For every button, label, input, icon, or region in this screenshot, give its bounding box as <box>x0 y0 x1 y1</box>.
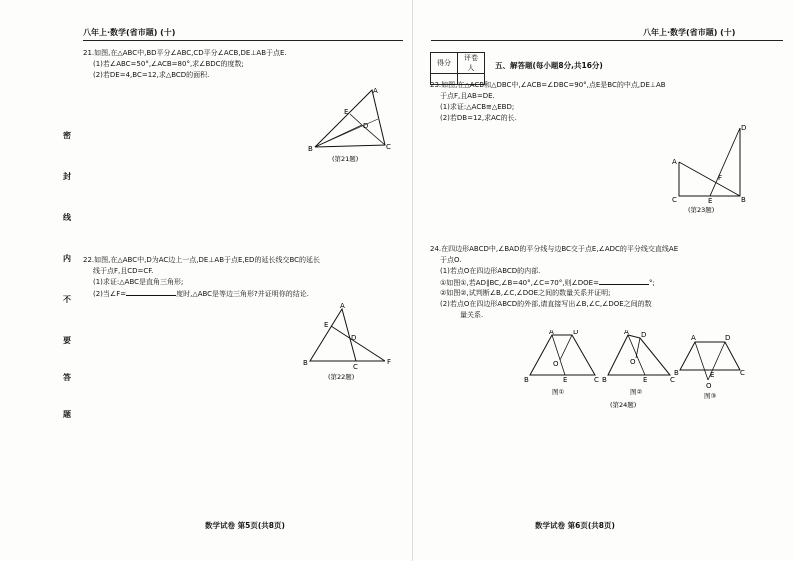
q24-figures <box>520 330 760 410</box>
binding-char: 要 <box>63 336 71 345</box>
q24-fig2-label-o: O <box>630 358 636 366</box>
q22-label-d: D <box>351 334 357 342</box>
q24-fig2-caption: 图② <box>630 388 643 396</box>
q22-label-e: E <box>324 321 329 329</box>
q24-fig1-label-e: E <box>563 376 568 384</box>
score-label: 得分 <box>431 53 458 74</box>
q22-part2 <box>83 288 320 299</box>
q22-stem-cont: 线于点F,且CD=CF. <box>93 267 154 275</box>
q24-fig3-label-d: D <box>725 334 731 342</box>
binding-char: 线 <box>63 213 71 222</box>
question-21 <box>83 48 287 81</box>
q23-label-a: A <box>672 158 677 166</box>
q23-label-d: D <box>741 124 747 132</box>
q22-part1: (1)求证:△ABC是直角三角形; <box>93 278 184 286</box>
q21-part2: (2)若DE=4,BC=12,求△BCD的面积. <box>93 71 210 79</box>
q21-caption: (第21题) <box>332 155 359 163</box>
q22-label-f: F <box>387 358 392 366</box>
q22-part2-suffix: 度时,△ABC是等边三角形?并证明你的结论. <box>176 290 309 298</box>
q24-part1: (1)若点O在四边形ABCD的内部. <box>440 267 541 275</box>
q22-label-a: A <box>340 303 345 310</box>
q22-answer-blank <box>126 288 176 296</box>
q23-part2: (2)若DB=12,求AC的长. <box>440 114 517 122</box>
q23-caption: (第23题) <box>688 206 715 214</box>
left-header-rule <box>83 40 403 41</box>
q24-figure-3 <box>674 334 745 400</box>
left-footer: 数学试卷 第5页(共8页) <box>205 521 285 530</box>
q21-label-e: E <box>344 108 349 116</box>
binding-char: 封 <box>63 172 71 181</box>
binding-char: 不 <box>63 295 71 304</box>
q23-label-e: E <box>708 197 713 205</box>
q24-fig1-label-o: O <box>553 360 559 368</box>
q21-label-d: D <box>363 122 369 130</box>
q21-label-c: C <box>386 143 391 151</box>
q24-fig2-label-b: B <box>602 376 607 384</box>
question-22 <box>83 255 320 299</box>
q24-fig2-label-e: E <box>643 376 648 384</box>
right-footer: 数学试卷 第6页(共8页) <box>535 521 615 530</box>
q24-figure-1 <box>524 330 599 396</box>
q24-fig3-label-e: E <box>710 371 715 379</box>
q23-label-b: B <box>741 196 746 204</box>
question-24 <box>430 244 678 321</box>
section-title: 五、解答题(每小题8分,共16分) <box>495 61 603 70</box>
q24-fig3-label-b: B <box>674 369 679 377</box>
q24-answer-blank <box>599 277 649 285</box>
q24-sub1-suffix: °; <box>648 279 655 287</box>
q21-label-b: B <box>308 145 313 153</box>
q22-part2-prefix: (2)当∠F= <box>93 290 127 298</box>
q22-label-c: C <box>353 363 358 371</box>
q23-figure <box>668 122 753 214</box>
q23-part1: (1)求证:△ACB≌△EBD; <box>440 103 515 111</box>
q24-fig2-label-d: D <box>641 331 647 339</box>
q24-fig3-label-a: A <box>691 334 696 342</box>
q24-fig1-label-d: D <box>573 330 579 336</box>
q22-figure <box>300 303 395 383</box>
q24-stem: 24.在四边形ABCD中,∠BAD的平分线与边BC交于点E,∠ADC的平分线交直线AE <box>430 245 679 253</box>
q22-stem: 22.如图,在△ABC中,D为AC边上一点,DE⊥AB于点E,ED的延长线交BC的延长 <box>83 256 321 264</box>
q24-sub1-prefix: ①如图①,若AD∥BC,∠B=40°,∠C=70°,则∠DOE= <box>440 279 599 287</box>
q24-caption: (第24题) <box>610 401 637 409</box>
right-header: 八年上·数学(省市题) (十) <box>643 28 736 37</box>
q21-stem: 21.如图,在△ABC中,BD平分∠ABC,CD平分∠ACB,DE⊥AB于点E. <box>83 49 287 57</box>
q24-fig1-label-b: B <box>524 376 529 384</box>
q24-part1-sub1 <box>430 277 678 288</box>
q24-fig2-label-c: C <box>670 376 675 384</box>
q24-stem-cont: 于点O. <box>440 256 462 264</box>
q22-caption: (第22题) <box>328 373 355 381</box>
q24-fig3-label-c: C <box>740 369 745 377</box>
q24-fig3-caption: 图③ <box>704 392 717 400</box>
q22-label-b: B <box>303 359 308 367</box>
q23-stem-cont: 于点F,且AB=DE. <box>440 92 495 100</box>
q21-figure <box>300 85 395 165</box>
binding-char: 答 <box>63 373 71 382</box>
q23-stem: 23.如图,在△ACB和△DBC中,∠ACB=∠DBC=90°,点E是BC的中点,DE⊥AB <box>430 81 666 89</box>
q23-label-f: F <box>718 174 723 182</box>
q21-label-a: A <box>373 87 378 95</box>
q21-part1: (1)若∠ABC=50°,∠ACB=80°,求∠BDC的度数; <box>93 60 244 68</box>
q23-label-c: C <box>672 196 677 204</box>
q24-figure-2 <box>602 330 675 396</box>
q24-fig2-label-a: A <box>624 330 629 336</box>
binding-char: 内 <box>63 254 71 263</box>
q24-fig1-label-a: A <box>549 330 554 336</box>
q24-part1-sub2: ②如图②,试判断∠B,∠C,∠DOE之间的数量关系并证明; <box>440 289 611 297</box>
q24-fig1-caption: 图① <box>552 388 565 396</box>
q24-part2: (2)若点O在四边形ABCD的外部,请直接写出∠B,∠C,∠DOE之间的数 <box>440 300 652 308</box>
right-header-rule <box>431 40 783 41</box>
question-23 <box>430 80 666 124</box>
q24-fig1-label-c: C <box>594 376 599 384</box>
grader-label: 评卷人 <box>458 53 485 74</box>
left-header: 八年上·数学(省市题) (十) <box>83 28 176 37</box>
binding-char: 密 <box>63 131 71 140</box>
q24-part2-cont: 量关系. <box>460 311 484 319</box>
q24-fig3-label-o: O <box>706 382 712 390</box>
binding-char: 题 <box>63 410 71 419</box>
